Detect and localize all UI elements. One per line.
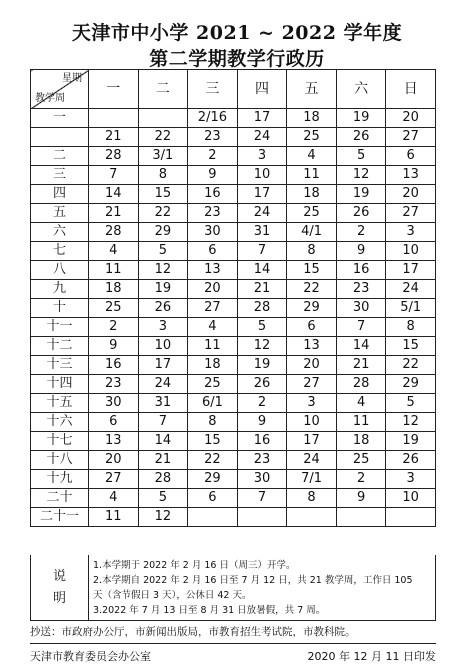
date-cell: 16	[89, 356, 139, 375]
date-cell: 27	[89, 470, 139, 489]
date-cell: 3/1	[138, 147, 188, 166]
date-cell: 11	[188, 337, 238, 356]
week-number-cell: 十八	[31, 451, 89, 470]
calendar-row	[31, 261, 436, 280]
date-cell: 4	[188, 318, 238, 337]
date-cell: 24	[237, 128, 287, 147]
date-cell: 2	[336, 470, 386, 489]
date-cell: 20	[188, 280, 238, 299]
week-number-cell: 十七	[31, 432, 89, 451]
date-cell: 14	[336, 337, 386, 356]
calendar-row	[31, 356, 436, 375]
calendar-row	[31, 451, 436, 470]
notes-label	[31, 555, 89, 620]
date-cell: 28	[138, 470, 188, 489]
date-cell: 10	[386, 242, 436, 261]
date-cell: 21	[336, 356, 386, 375]
date-cell: 11	[89, 261, 139, 280]
date-cell: 17	[386, 261, 436, 280]
calendar-row	[31, 337, 436, 356]
note-line-1: 1.本学期于 2022 年 2 月 16 日（周三）开学。	[93, 560, 296, 571]
calendar-row	[31, 432, 436, 451]
date-cell: 23	[188, 128, 238, 147]
calendar-row	[31, 413, 436, 432]
date-cell: 15	[386, 337, 436, 356]
date-cell	[188, 508, 238, 527]
date-cell	[89, 109, 139, 128]
calendar-row	[31, 242, 436, 261]
date-cell: 6	[287, 318, 337, 337]
date-cell: 24	[287, 451, 337, 470]
date-cell: 8	[287, 489, 337, 508]
calendar-row	[31, 185, 436, 204]
date-cell: 10	[138, 337, 188, 356]
date-cell: 20	[287, 356, 337, 375]
date-cell: 14	[237, 261, 287, 280]
date-cell: 29	[138, 223, 188, 242]
date-cell: 12	[336, 166, 386, 185]
date-cell: 18	[336, 432, 386, 451]
date-cell: 15	[188, 432, 238, 451]
date-cell: 13	[287, 337, 337, 356]
corner-weekday-label: 星期	[62, 73, 82, 84]
date-cell: 9	[336, 242, 386, 261]
date-cell: 4	[89, 489, 139, 508]
date-cell	[138, 109, 188, 128]
calendar-row	[31, 394, 436, 413]
calendar-row	[31, 299, 436, 318]
week-number-cell: 十四	[31, 375, 89, 394]
date-cell: 26	[386, 451, 436, 470]
week-number-cell: 七	[31, 242, 89, 261]
calendar-table	[30, 69, 436, 527]
date-cell: 17	[237, 185, 287, 204]
date-cell: 26	[138, 299, 188, 318]
date-cell: 7	[237, 489, 287, 508]
date-cell: 21	[237, 280, 287, 299]
date-cell: 18	[188, 356, 238, 375]
date-cell: 31	[237, 223, 287, 242]
notes-section	[30, 555, 436, 621]
week-number-cell: 二	[31, 147, 89, 166]
date-cell: 29	[188, 470, 238, 489]
date-cell: 6	[188, 489, 238, 508]
date-cell: 25	[188, 375, 238, 394]
calendar-row	[31, 223, 436, 242]
date-cell: 22	[287, 280, 337, 299]
date-cell: 16	[237, 432, 287, 451]
date-cell: 17	[237, 109, 287, 128]
date-cell: 28	[336, 375, 386, 394]
date-cell: 5	[386, 394, 436, 413]
date-cell: 12	[386, 413, 436, 432]
date-cell: 4/1	[287, 223, 337, 242]
date-cell: 27	[386, 204, 436, 223]
week-number-cell: 九	[31, 280, 89, 299]
date-cell: 19	[336, 185, 386, 204]
date-cell: 12	[138, 261, 188, 280]
date-cell: 9	[336, 489, 386, 508]
date-cell: 13	[386, 166, 436, 185]
calendar-row	[31, 375, 436, 394]
date-cell	[287, 508, 337, 527]
date-cell: 25	[89, 299, 139, 318]
date-cell: 22	[386, 356, 436, 375]
date-cell: 19	[138, 280, 188, 299]
date-cell: 14	[89, 185, 139, 204]
title-line-1: 天津市中小学 2021 ~ 2022 学年度	[71, 22, 403, 44]
week-number-cell	[31, 128, 89, 147]
date-cell: 22	[138, 128, 188, 147]
date-cell: 5	[138, 242, 188, 261]
date-cell: 30	[89, 394, 139, 413]
date-cell: 27	[287, 375, 337, 394]
date-cell: 13	[89, 432, 139, 451]
date-cell: 5	[336, 147, 386, 166]
date-cell: 23	[188, 204, 238, 223]
date-cell: 15	[287, 261, 337, 280]
week-number-cell: 十五	[31, 394, 89, 413]
date-cell: 7	[237, 242, 287, 261]
weekday-header: 一	[89, 70, 139, 109]
date-cell	[237, 508, 287, 527]
date-cell: 7	[89, 166, 139, 185]
calendar-body	[31, 109, 436, 527]
date-cell: 20	[89, 451, 139, 470]
date-cell: 16	[336, 261, 386, 280]
date-cell: 24	[138, 375, 188, 394]
week-number-cell: 四	[31, 185, 89, 204]
calendar-row	[31, 489, 436, 508]
date-cell: 3	[386, 470, 436, 489]
date-cell: 7/1	[287, 470, 337, 489]
date-cell: 29	[386, 375, 436, 394]
date-cell: 6	[89, 413, 139, 432]
date-cell: 5/1	[386, 299, 436, 318]
date-cell: 27	[386, 128, 436, 147]
weekday-header: 五	[287, 70, 337, 109]
title-line-2: 第二学期教学行政历	[149, 48, 325, 70]
week-number-cell: 十九	[31, 470, 89, 489]
week-number-cell: 一	[31, 109, 89, 128]
date-cell: 6	[188, 242, 238, 261]
date-cell: 6/1	[188, 394, 238, 413]
corner-week-label: 教学周	[35, 93, 65, 104]
date-cell: 11	[287, 166, 337, 185]
date-cell: 27	[188, 299, 238, 318]
date-cell: 9	[237, 413, 287, 432]
date-cell: 21	[89, 204, 139, 223]
week-number-cell: 十六	[31, 413, 89, 432]
week-number-cell: 十一	[31, 318, 89, 337]
date-cell: 24	[386, 280, 436, 299]
weekday-header: 六	[336, 70, 386, 109]
date-cell: 22	[138, 204, 188, 223]
date-cell: 2	[237, 394, 287, 413]
date-cell: 22	[188, 451, 238, 470]
date-cell: 31	[138, 394, 188, 413]
week-number-cell: 六	[31, 223, 89, 242]
date-cell: 5	[138, 489, 188, 508]
note-line-2b: 天（含节假日 3 天），公休日 42 天。	[93, 590, 252, 601]
date-cell: 26	[336, 128, 386, 147]
date-cell: 28	[89, 147, 139, 166]
notes-body	[93, 558, 431, 618]
date-cell: 2	[336, 223, 386, 242]
date-cell: 11	[89, 508, 139, 527]
date-cell: 12	[138, 508, 188, 527]
calendar-row	[31, 318, 436, 337]
date-cell: 26	[336, 204, 386, 223]
date-cell: 3	[237, 147, 287, 166]
week-number-cell: 二十一	[31, 508, 89, 527]
date-cell	[386, 508, 436, 527]
date-cell: 8	[138, 166, 188, 185]
date-cell: 30	[188, 223, 238, 242]
note-line-3: 3.2022 年 7 月 13 日至 8 月 31 日放暑假，共 7 周。	[93, 605, 326, 616]
week-number-cell: 三	[31, 166, 89, 185]
date-cell: 26	[237, 375, 287, 394]
footer	[30, 648, 436, 664]
date-cell: 2/16	[188, 109, 238, 128]
date-cell: 19	[237, 356, 287, 375]
date-cell: 21	[89, 128, 139, 147]
week-number-cell: 八	[31, 261, 89, 280]
calendar-row	[31, 204, 436, 223]
date-cell: 25	[287, 204, 337, 223]
note-line-2a: 2.本学期自 2022 年 2 月 16 日至 7 月 12 日，共 21 教学周，工作日 105	[93, 575, 413, 586]
cc-line: 抄送：市政府办公厅，市新闻出版局，市教育招生考试院，市教科院。	[30, 624, 436, 644]
date-cell: 18	[287, 185, 337, 204]
week-number-cell: 五	[31, 204, 89, 223]
date-cell: 16	[188, 185, 238, 204]
date-cell: 19	[336, 109, 386, 128]
date-cell: 2	[188, 147, 238, 166]
date-cell: 9	[188, 166, 238, 185]
week-number-cell: 十三	[31, 356, 89, 375]
date-cell: 23	[89, 375, 139, 394]
header-row	[31, 70, 436, 109]
date-cell: 20	[386, 109, 436, 128]
date-cell: 3	[287, 394, 337, 413]
date-cell: 30	[336, 299, 386, 318]
issuer: 天津市教育委员会办公室	[30, 650, 151, 663]
date-cell: 25	[336, 451, 386, 470]
date-cell: 28	[237, 299, 287, 318]
date-cell: 10	[287, 413, 337, 432]
date-cell: 2	[89, 318, 139, 337]
calendar-row	[31, 166, 436, 185]
date-cell: 4	[287, 147, 337, 166]
date-cell: 19	[386, 432, 436, 451]
date-cell: 7	[336, 318, 386, 337]
calendar-row	[31, 470, 436, 489]
date-cell: 5	[237, 318, 287, 337]
week-number-cell: 十	[31, 299, 89, 318]
issue-date: 2020 年 12 月 11 日印发	[307, 650, 436, 663]
date-cell: 6	[386, 147, 436, 166]
date-cell: 30	[237, 470, 287, 489]
date-cell: 13	[188, 261, 238, 280]
date-cell: 8	[386, 318, 436, 337]
corner-cell	[31, 70, 89, 109]
notes-label-char-1: 说	[52, 568, 66, 584]
date-cell: 12	[237, 337, 287, 356]
date-cell: 4	[336, 394, 386, 413]
date-cell: 18	[89, 280, 139, 299]
date-cell: 17	[138, 356, 188, 375]
date-cell: 23	[237, 451, 287, 470]
date-cell: 7	[138, 413, 188, 432]
date-cell: 28	[89, 223, 139, 242]
date-cell: 8	[287, 242, 337, 261]
date-cell: 23	[336, 280, 386, 299]
calendar-row	[31, 280, 436, 299]
date-cell: 4	[89, 242, 139, 261]
date-cell: 21	[138, 451, 188, 470]
date-cell: 14	[138, 432, 188, 451]
calendar-row	[31, 109, 436, 128]
date-cell: 10	[386, 489, 436, 508]
date-cell	[336, 508, 386, 527]
date-cell: 8	[188, 413, 238, 432]
notes-label-char-2: 明	[52, 590, 66, 606]
calendar-row	[31, 147, 436, 166]
date-cell: 3	[138, 318, 188, 337]
date-cell: 18	[287, 109, 337, 128]
date-cell: 29	[287, 299, 337, 318]
date-cell: 11	[336, 413, 386, 432]
date-cell: 25	[287, 128, 337, 147]
week-number-cell: 十二	[31, 337, 89, 356]
date-cell: 10	[237, 166, 287, 185]
date-cell: 15	[138, 185, 188, 204]
calendar-row	[31, 508, 436, 527]
weekday-header: 三	[188, 70, 238, 109]
date-cell: 17	[287, 432, 337, 451]
date-cell: 20	[386, 185, 436, 204]
weekday-header: 四	[237, 70, 287, 109]
date-cell: 24	[237, 204, 287, 223]
date-cell: 9	[89, 337, 139, 356]
calendar-row	[31, 128, 436, 147]
week-number-cell: 二十	[31, 489, 89, 508]
date-cell: 3	[386, 223, 436, 242]
weekday-header: 日	[386, 70, 436, 109]
weekday-header: 二	[138, 70, 188, 109]
